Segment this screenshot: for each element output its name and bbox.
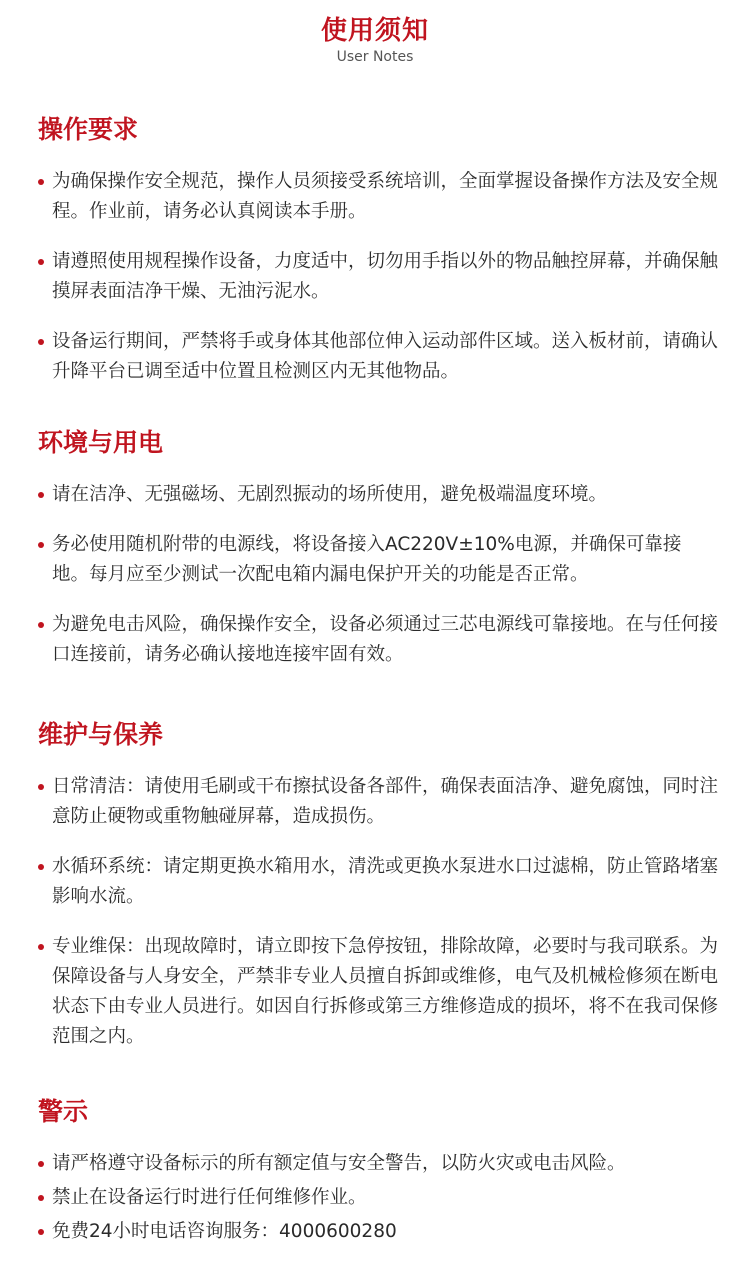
section-heading: 操作要求	[38, 115, 139, 144]
list-item	[38, 610, 718, 670]
section-heading: 维护与保养	[38, 720, 164, 749]
list-item	[38, 852, 718, 912]
section-warnings	[38, 1095, 718, 1247]
bullet-dot-icon	[38, 179, 44, 185]
item-text: 为避免电击风险，确保操作安全，设备必须通过三芯电源线可靠接地。在与任何接口连接前，请务必确认接地连接牢固有效。	[52, 614, 719, 665]
bullet-dot-icon	[38, 864, 44, 870]
item-text: 专业维保：出现故障时，请立即按下急停按钮，排除故障，必要时与我司联系。为保障设备与人身安全，严禁非专业人员擅自拆卸或维修，电气及机械检修须在断电状态下由专业人员进行。如因自行拆修或第三方维修造成的损坏，将不在我司保修范围之内。	[52, 936, 719, 1047]
list-item	[38, 1149, 718, 1179]
list-item	[38, 327, 718, 387]
item-list	[38, 772, 718, 1052]
bullet-dot-icon	[38, 622, 44, 628]
bullet-dot-icon	[38, 944, 44, 950]
item-text: 日常清洁：请使用毛刷或干布擦拭设备各部件，确保表面洁净、避免腐蚀，同时注意防止硬物或重物触碰屏幕，造成损伤。	[52, 776, 719, 827]
list-item	[38, 932, 718, 1052]
section-environment-power	[38, 426, 718, 670]
section-maintenance	[38, 718, 718, 1052]
item-text: 请在洁净、无强磁场、无剧烈振动的场所使用，避免极端温度环境。	[52, 484, 608, 505]
list-item	[38, 1217, 718, 1247]
item-text: 请遵照使用规程操作设备，力度适中，切勿用手指以外的物品触控屏幕，并确保触摸屏表面洁净干燥、无油污泥水。	[52, 251, 719, 302]
bullet-dot-icon	[38, 1229, 44, 1235]
section-heading: 环境与用电	[38, 428, 164, 457]
list-item	[38, 480, 718, 510]
list-item	[38, 530, 718, 590]
item-text: 为确保操作安全规范，操作人员须接受系统培训，全面掌握设备操作方法及安全规程。作业前，请务必认真阅读本手册。	[52, 171, 719, 222]
bullet-dot-icon	[38, 1195, 44, 1201]
page-subtitle: User Notes	[336, 49, 414, 65]
bullet-dot-icon	[38, 339, 44, 345]
list-item	[38, 247, 718, 307]
item-text: 免费24小时电话咨询服务：4000600280	[52, 1221, 397, 1242]
item-list	[38, 167, 718, 387]
list-item	[38, 167, 718, 227]
page-title: 使用须知	[320, 16, 429, 46]
section-heading: 警示	[38, 1097, 89, 1126]
item-list	[38, 1149, 718, 1247]
item-text: 请严格遵守设备标示的所有额定值与安全警告，以防火灾或电击风险。	[52, 1153, 626, 1174]
bullet-dot-icon	[38, 492, 44, 498]
section-operation-requirements	[38, 113, 718, 387]
item-text: 禁止在设备运行时进行任何维修作业。	[52, 1187, 367, 1208]
list-item	[38, 772, 718, 832]
bullet-dot-icon	[38, 784, 44, 790]
item-text: 务必使用随机附带的电源线，将设备接入AC220V±10%电源，并确保可靠接地。每月应至少测试一次配电箱内漏电保护开关的功能是否正常。	[52, 534, 682, 585]
bullet-dot-icon	[38, 259, 44, 265]
page-header	[0, 14, 750, 66]
bullet-dot-icon	[38, 542, 44, 548]
bullet-dot-icon	[38, 1161, 44, 1167]
item-text: 设备运行期间，严禁将手或身体其他部位伸入运动部件区域。送入板材前，请确认升降平台已调至适中位置且检测区内无其他物品。	[52, 331, 719, 382]
item-text: 水循环系统：请定期更换水箱用水，清洗或更换水泵进水口过滤棉，防止管路堵塞影响水流。	[52, 856, 719, 907]
item-list	[38, 480, 718, 670]
list-item	[38, 1183, 718, 1213]
